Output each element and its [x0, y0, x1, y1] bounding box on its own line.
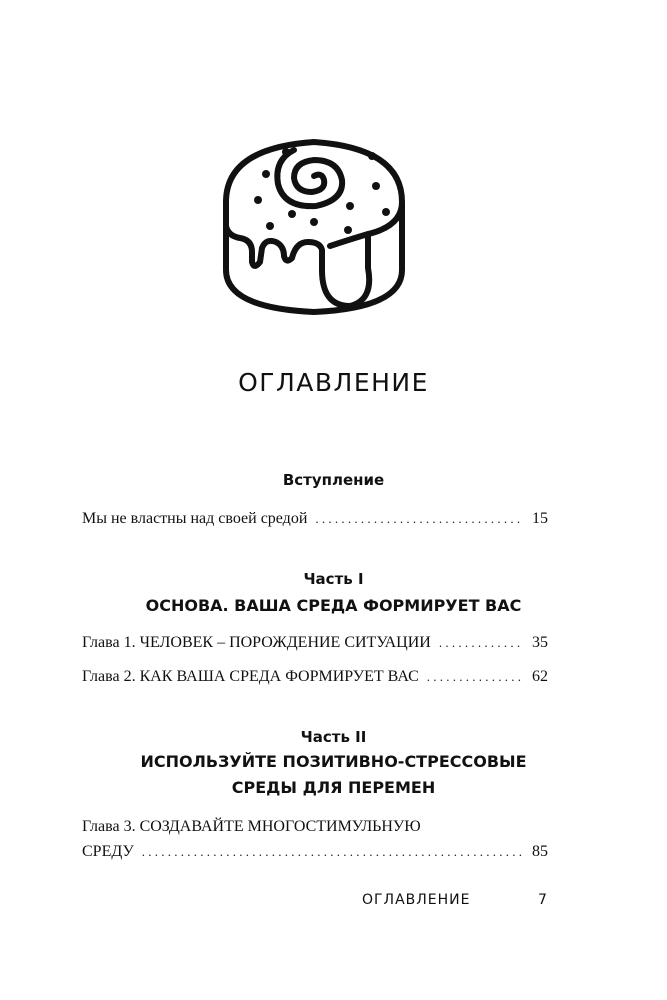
- intro-heading: Вступление: [282, 471, 385, 489]
- toc-entry-page: 62: [532, 668, 548, 685]
- toc-entry-chapter-2[interactable]: [82, 668, 548, 686]
- toc-entry-text: Глава 2. КАК ВАША СРЕДА ФОРМИРУЕТ ВАС: [82, 668, 419, 685]
- page-title: ОГЛАВЛЕНИЕ: [238, 368, 429, 397]
- toc-entry-intro[interactable]: [82, 510, 548, 528]
- running-head: ОГЛАВЛЕНИЕ: [362, 892, 471, 908]
- dot-leader: [315, 511, 524, 527]
- toc-entry-page: 85: [532, 843, 548, 860]
- part-1-label: Часть I: [303, 570, 364, 588]
- toc-entry-chapter-3-line-1[interactable]: Глава 3. СОЗДАВАЙТЕ МНОГОСТИМУЛЬНУЮ: [82, 818, 421, 835]
- toc-entry-text: СРЕДУ: [82, 843, 134, 860]
- toc-entry-page: 15: [532, 510, 548, 527]
- page-number: 7: [538, 892, 547, 908]
- toc-entry-text: Мы не властны над своей средой: [82, 510, 308, 527]
- toc-entry-page: 35: [532, 634, 548, 651]
- dot-leader: [427, 669, 524, 685]
- part-2-label: Часть II: [300, 728, 367, 746]
- part-1-title: ОСНОВА. ВАША СРЕДА ФОРМИРУЕТ ВАС: [145, 596, 522, 615]
- part-2-title-line-1: ИСПОЛЬЗУЙТЕ ПОЗИТИВНО-СТРЕССОВЫЕ: [140, 752, 527, 771]
- toc-entry-text: Глава 1. ЧЕЛОВЕК – ПОРОЖДЕНИЕ СИТУАЦИИ: [82, 634, 431, 651]
- dot-leader: [142, 844, 524, 860]
- dot-leader: [439, 635, 524, 651]
- toc-entry-chapter-3[interactable]: [82, 843, 548, 861]
- part-2-title-line-2: СРЕДЫ ДЛЯ ПЕРЕМЕН: [231, 778, 436, 797]
- toc-entry-chapter-1[interactable]: [82, 634, 548, 652]
- cinnamon-roll-icon: [218, 130, 410, 318]
